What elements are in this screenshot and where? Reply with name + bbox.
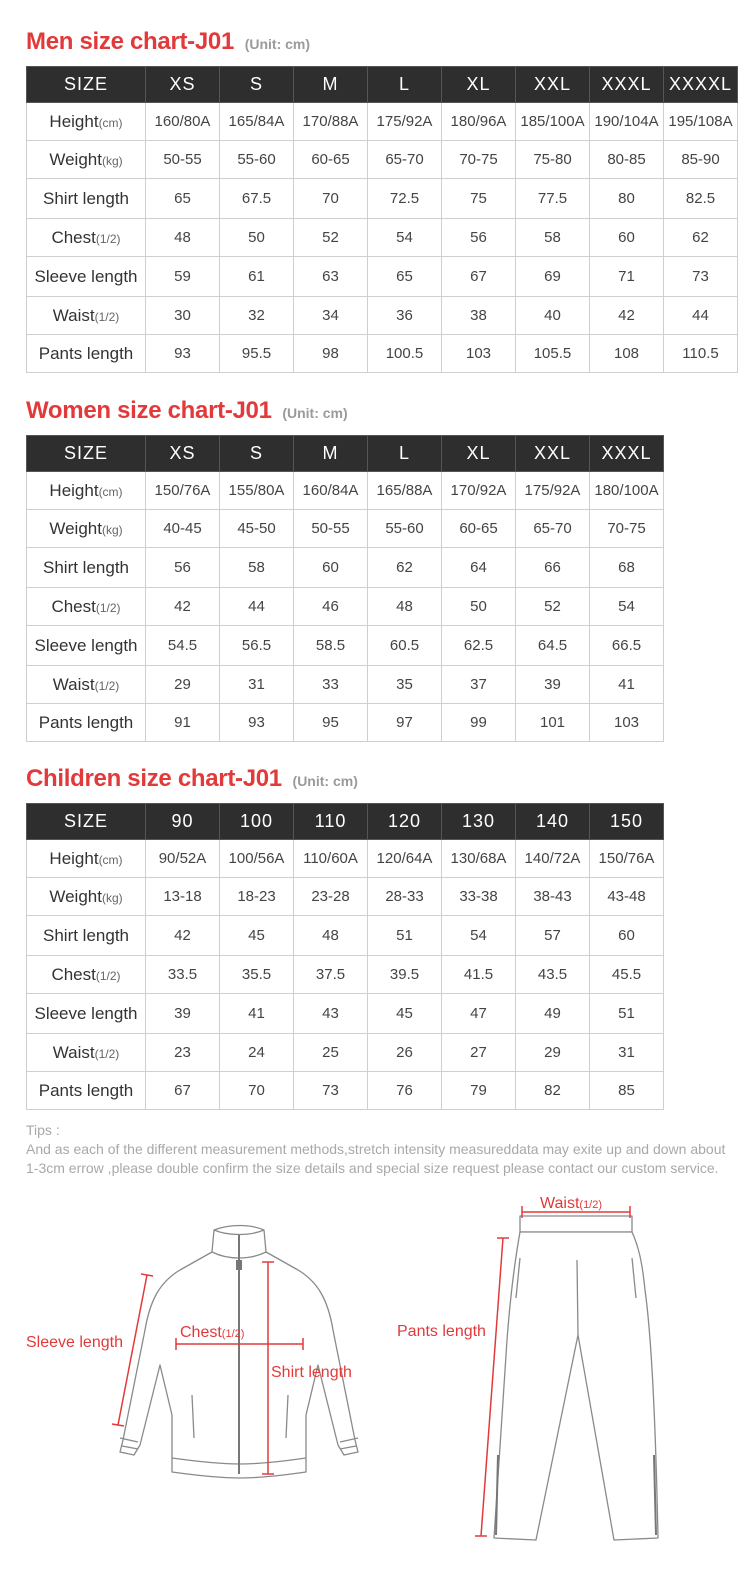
table-cell: 56	[442, 219, 516, 257]
row-label-text: Pants length	[38, 712, 134, 732]
row-label	[27, 994, 146, 1034]
row-label	[27, 548, 146, 588]
row-label-unit: (cm)	[98, 852, 123, 867]
women-chart-title	[26, 397, 348, 425]
table-row	[27, 994, 664, 1034]
table-cell: 95	[294, 704, 368, 742]
table-cell: 45	[368, 994, 442, 1034]
size-column-header: XS	[146, 436, 220, 472]
table-row	[27, 179, 738, 219]
table-cell: 51	[590, 994, 664, 1034]
row-label-text: Pants length	[38, 343, 134, 363]
size-column-header: 100	[220, 804, 294, 840]
table-cell: 32	[220, 297, 294, 335]
table-cell: 155/80A	[220, 472, 294, 510]
row-label-text: Waist	[52, 674, 95, 694]
table-row	[27, 510, 664, 548]
table-cell: 38-43	[516, 878, 590, 916]
table-cell: 30	[146, 297, 220, 335]
table-cell: 100.5	[368, 335, 442, 373]
table-row	[27, 219, 738, 257]
table-cell: 93	[146, 335, 220, 373]
table-cell: 38	[442, 297, 516, 335]
row-label	[27, 297, 146, 335]
row-label-text: Sleeve length	[34, 635, 138, 655]
table-cell: 110/60A	[294, 840, 368, 878]
table-cell: 33.5	[146, 956, 220, 994]
table-cell: 29	[516, 1034, 590, 1072]
table-cell: 98	[294, 335, 368, 373]
size-header-label: SIZE	[27, 67, 146, 103]
row-label	[27, 141, 146, 179]
table-cell: 160/80A	[146, 103, 220, 141]
table-cell: 18-23	[220, 878, 294, 916]
row-label-unit: (kg)	[101, 153, 123, 168]
table-cell: 51	[368, 916, 442, 956]
size-column-header: M	[294, 67, 368, 103]
chest-label: Chest(1/2)	[180, 1324, 245, 1341]
row-label-unit: (1/2)	[94, 678, 120, 693]
table-cell: 82	[516, 1072, 590, 1110]
shirt-length-label: Shirt length	[271, 1364, 352, 1381]
size-column-header: M	[294, 436, 368, 472]
table-cell: 50-55	[146, 141, 220, 179]
table-cell: 48	[368, 588, 442, 626]
table-cell: 49	[516, 994, 590, 1034]
table-cell: 105.5	[516, 335, 590, 373]
row-label-text: Shirt length	[43, 557, 129, 577]
table-cell: 58	[220, 548, 294, 588]
table-cell: 66.5	[590, 626, 664, 666]
table-cell: 47	[442, 994, 516, 1034]
row-label-unit: (1/2)	[95, 600, 121, 615]
row-label-unit: (cm)	[98, 484, 123, 499]
table-cell: 73	[664, 257, 738, 297]
table-cell: 60-65	[294, 141, 368, 179]
table-cell: 60	[294, 548, 368, 588]
children-title-text: Children size chart-J01	[26, 765, 282, 792]
row-label	[27, 103, 146, 141]
row-label-unit: (1/2)	[94, 309, 120, 324]
size-column-header: XXL	[516, 436, 590, 472]
row-label-text: Chest	[51, 964, 96, 984]
table-cell: 42	[146, 588, 220, 626]
row-label-unit: (1/2)	[94, 1046, 120, 1061]
table-row	[27, 548, 664, 588]
tips-heading: Tips :	[26, 1122, 60, 1138]
table-cell: 60	[590, 219, 664, 257]
table-cell: 190/104A	[590, 103, 664, 141]
table-cell: 62	[664, 219, 738, 257]
table-cell: 110.5	[664, 335, 738, 373]
table-cell: 58	[516, 219, 590, 257]
table-cell: 170/92A	[442, 472, 516, 510]
children-size-table	[26, 803, 664, 1110]
table-row	[27, 472, 664, 510]
table-cell: 57	[516, 916, 590, 956]
table-cell: 31	[220, 666, 294, 704]
table-cell: 62	[368, 548, 442, 588]
table-cell: 80-85	[590, 141, 664, 179]
row-label-text: Height	[49, 848, 99, 868]
size-column-header: XL	[442, 436, 516, 472]
table-cell: 185/100A	[516, 103, 590, 141]
table-cell: 50	[220, 219, 294, 257]
row-label-unit: (kg)	[101, 522, 123, 537]
sleeve-length-label: Sleeve length	[26, 1334, 123, 1351]
table-cell: 55-60	[368, 510, 442, 548]
table-cell: 70-75	[442, 141, 516, 179]
size-column-header: XL	[442, 67, 516, 103]
children-unit-text: (Unit: cm)	[292, 773, 358, 789]
row-label	[27, 588, 146, 626]
table-cell: 165/88A	[368, 472, 442, 510]
table-cell: 64.5	[516, 626, 590, 666]
row-label-text: Weight	[49, 518, 102, 538]
table-cell: 60-65	[442, 510, 516, 548]
table-cell: 130/68A	[442, 840, 516, 878]
row-label	[27, 666, 146, 704]
table-cell: 45.5	[590, 956, 664, 994]
table-cell: 99	[442, 704, 516, 742]
size-column-header: L	[368, 67, 442, 103]
row-label	[27, 626, 146, 666]
row-label-text: Pants length	[38, 1080, 134, 1100]
tips-block	[26, 1121, 736, 1178]
table-cell: 180/96A	[442, 103, 516, 141]
table-cell: 180/100A	[590, 472, 664, 510]
table-cell: 42	[146, 916, 220, 956]
table-cell: 69	[516, 257, 590, 297]
table-cell: 39	[516, 666, 590, 704]
size-column-header: 110	[294, 804, 368, 840]
table-cell: 165/84A	[220, 103, 294, 141]
table-cell: 175/92A	[516, 472, 590, 510]
table-cell: 31	[590, 1034, 664, 1072]
row-label	[27, 219, 146, 257]
table-cell: 97	[368, 704, 442, 742]
row-label	[27, 1072, 146, 1110]
table-cell: 150/76A	[146, 472, 220, 510]
table-cell: 13-18	[146, 878, 220, 916]
table-cell: 150/76A	[590, 840, 664, 878]
men-unit-text: (Unit: cm)	[244, 36, 311, 52]
table-cell: 25	[294, 1034, 368, 1072]
table-cell: 108	[590, 335, 664, 373]
table-cell: 80	[590, 179, 664, 219]
table-row	[27, 840, 664, 878]
table-cell: 175/92A	[368, 103, 442, 141]
table-cell: 39.5	[368, 956, 442, 994]
pants-drawing	[494, 1216, 658, 1540]
table-cell: 44	[220, 588, 294, 626]
table-cell: 75-80	[516, 141, 590, 179]
table-cell: 60	[590, 916, 664, 956]
table-cell: 85-90	[664, 141, 738, 179]
measurement-illustration	[0, 1190, 750, 1572]
row-label	[27, 704, 146, 742]
table-cell: 52	[294, 219, 368, 257]
table-cell: 65-70	[368, 141, 442, 179]
table-cell: 41	[220, 994, 294, 1034]
table-cell: 160/84A	[294, 472, 368, 510]
jacket-drawing	[120, 1226, 358, 1479]
table-cell: 195/108A	[664, 103, 738, 141]
row-label-unit: (kg)	[101, 890, 123, 905]
table-cell: 70	[220, 1072, 294, 1110]
table-cell: 100/56A	[220, 840, 294, 878]
table-cell: 54	[590, 588, 664, 626]
table-cell: 70-75	[590, 510, 664, 548]
row-label	[27, 335, 146, 373]
men-size-table	[26, 66, 738, 373]
table-cell: 76	[368, 1072, 442, 1110]
row-label	[27, 179, 146, 219]
table-cell: 75	[442, 179, 516, 219]
row-label-text: Shirt length	[43, 188, 129, 208]
table-cell: 46	[294, 588, 368, 626]
row-label	[27, 472, 146, 510]
table-cell: 43.5	[516, 956, 590, 994]
table-cell: 62.5	[442, 626, 516, 666]
table-cell: 50-55	[294, 510, 368, 548]
row-label	[27, 916, 146, 956]
table-row	[27, 335, 738, 373]
table-cell: 48	[146, 219, 220, 257]
table-cell: 90/52A	[146, 840, 220, 878]
table-cell: 54	[442, 916, 516, 956]
row-label-text: Sleeve length	[34, 1003, 138, 1023]
table-row	[27, 103, 738, 141]
table-cell: 56.5	[220, 626, 294, 666]
table-cell: 42	[590, 297, 664, 335]
table-cell: 82.5	[664, 179, 738, 219]
size-column-header: S	[220, 67, 294, 103]
row-label-unit: (1/2)	[95, 968, 121, 983]
table-cell: 93	[220, 704, 294, 742]
table-row	[27, 878, 664, 916]
table-cell: 170/88A	[294, 103, 368, 141]
size-column-header: XXXL	[590, 67, 664, 103]
row-label-text: Waist	[52, 305, 95, 325]
table-row	[27, 916, 664, 956]
table-cell: 48	[294, 916, 368, 956]
row-label-text: Weight	[49, 149, 102, 169]
table-cell: 37	[442, 666, 516, 704]
table-cell: 55-60	[220, 141, 294, 179]
table-row	[27, 626, 664, 666]
table-row	[27, 257, 738, 297]
table-cell: 34	[294, 297, 368, 335]
table-cell: 140/72A	[516, 840, 590, 878]
table-cell: 70	[294, 179, 368, 219]
table-cell: 54	[368, 219, 442, 257]
row-label-text: Sleeve length	[34, 266, 138, 286]
table-cell: 58.5	[294, 626, 368, 666]
table-cell: 50	[442, 588, 516, 626]
table-row	[27, 588, 664, 626]
table-cell: 61	[220, 257, 294, 297]
table-row	[27, 1072, 664, 1110]
table-cell: 67	[146, 1072, 220, 1110]
row-label-unit: (cm)	[98, 115, 123, 130]
row-label-text: Height	[49, 111, 99, 131]
table-cell: 41.5	[442, 956, 516, 994]
table-cell: 79	[442, 1072, 516, 1110]
table-cell: 101	[516, 704, 590, 742]
table-cell: 41	[590, 666, 664, 704]
table-cell: 63	[294, 257, 368, 297]
table-cell: 35.5	[220, 956, 294, 994]
table-cell: 120/64A	[368, 840, 442, 878]
women-size-table	[26, 435, 664, 742]
table-cell: 36	[368, 297, 442, 335]
row-label-text: Weight	[49, 886, 102, 906]
table-cell: 33	[294, 666, 368, 704]
size-column-header: XXL	[516, 67, 590, 103]
size-column-header: 120	[368, 804, 442, 840]
table-cell: 72.5	[368, 179, 442, 219]
table-cell: 65-70	[516, 510, 590, 548]
table-cell: 95.5	[220, 335, 294, 373]
waist-label: Waist(1/2)	[540, 1195, 603, 1212]
table-cell: 59	[146, 257, 220, 297]
table-cell: 52	[516, 588, 590, 626]
table-row	[27, 1034, 664, 1072]
row-label	[27, 956, 146, 994]
table-cell: 56	[146, 548, 220, 588]
size-column-header: 140	[516, 804, 590, 840]
row-label	[27, 840, 146, 878]
size-column-header: 130	[442, 804, 516, 840]
table-row	[27, 666, 664, 704]
size-column-header: XXXL	[590, 436, 664, 472]
table-cell: 91	[146, 704, 220, 742]
table-cell: 66	[516, 548, 590, 588]
table-cell: 60.5	[368, 626, 442, 666]
table-cell: 103	[590, 704, 664, 742]
row-label	[27, 1034, 146, 1072]
table-cell: 64	[442, 548, 516, 588]
table-cell: 43-48	[590, 878, 664, 916]
row-label-text: Chest	[51, 596, 96, 616]
table-cell: 71	[590, 257, 664, 297]
men-chart-title	[26, 28, 310, 56]
table-cell: 45	[220, 916, 294, 956]
size-header-label: SIZE	[27, 804, 146, 840]
table-cell: 77.5	[516, 179, 590, 219]
women-title-text: Women size chart-J01	[26, 397, 272, 424]
size-header-label: SIZE	[27, 436, 146, 472]
size-column-header: L	[368, 436, 442, 472]
table-cell: 103	[442, 335, 516, 373]
table-cell: 65	[368, 257, 442, 297]
table-cell: 67	[442, 257, 516, 297]
table-cell: 45-50	[220, 510, 294, 548]
pants-length-label: Pants length	[397, 1323, 486, 1340]
table-row	[27, 704, 664, 742]
row-label-text: Shirt length	[43, 925, 129, 945]
tips-body: And as each of the different measurement methods,stretch intensity measureddata may exite up and down about 1-3cm errow ,please double confirm the size details and special size request please contact our custom service.	[26, 1141, 726, 1176]
table-cell: 28-33	[368, 878, 442, 916]
row-label-text: Height	[49, 480, 99, 500]
size-column-header: XS	[146, 67, 220, 103]
row-label-text: Chest	[51, 227, 96, 247]
table-cell: 67.5	[220, 179, 294, 219]
men-title-text: Men size chart-J01	[26, 28, 235, 55]
row-label	[27, 257, 146, 297]
table-cell: 27	[442, 1034, 516, 1072]
table-cell: 68	[590, 548, 664, 588]
table-cell: 26	[368, 1034, 442, 1072]
size-column-header: 150	[590, 804, 664, 840]
table-cell: 33-38	[442, 878, 516, 916]
size-column-header: XXXXL	[664, 67, 738, 103]
row-label	[27, 510, 146, 548]
row-label-text: Waist	[52, 1042, 95, 1062]
table-cell: 40	[516, 297, 590, 335]
size-column-header: 90	[146, 804, 220, 840]
size-column-header: S	[220, 436, 294, 472]
table-cell: 44	[664, 297, 738, 335]
women-unit-text: (Unit: cm)	[282, 405, 348, 421]
table-cell: 73	[294, 1072, 368, 1110]
table-cell: 43	[294, 994, 368, 1034]
children-chart-title	[26, 765, 358, 793]
table-cell: 37.5	[294, 956, 368, 994]
table-cell: 23-28	[294, 878, 368, 916]
table-cell: 65	[146, 179, 220, 219]
table-cell: 29	[146, 666, 220, 704]
table-row	[27, 956, 664, 994]
table-cell: 85	[590, 1072, 664, 1110]
row-label	[27, 878, 146, 916]
table-cell: 35	[368, 666, 442, 704]
table-row	[27, 297, 738, 335]
table-cell: 24	[220, 1034, 294, 1072]
table-cell: 23	[146, 1034, 220, 1072]
measurement-diagram	[0, 1190, 750, 1572]
table-cell: 39	[146, 994, 220, 1034]
table-cell: 54.5	[146, 626, 220, 666]
table-row	[27, 141, 738, 179]
row-label-unit: (1/2)	[95, 231, 121, 246]
table-cell: 40-45	[146, 510, 220, 548]
